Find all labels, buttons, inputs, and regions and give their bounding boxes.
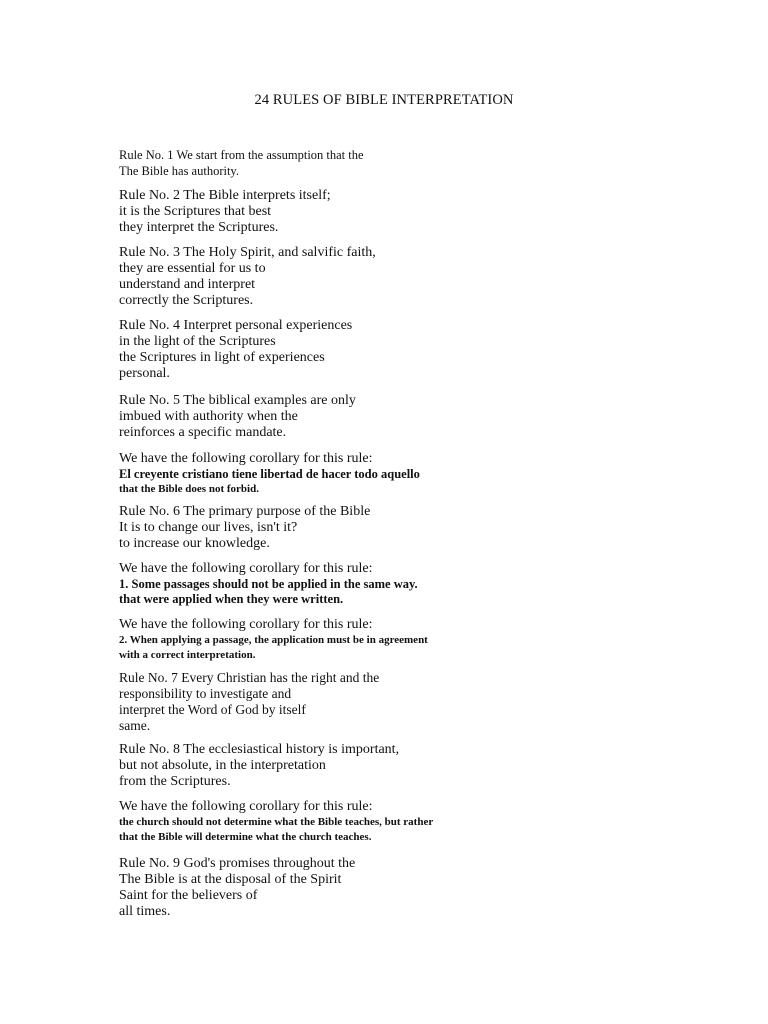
rule-line: The Bible is at the disposal of the Spirit — [119, 872, 342, 887]
rule-line: Rule No. 9 God's promises throughout the — [119, 856, 356, 871]
rule-8 — [119, 742, 399, 790]
rule-line: understand and interpret — [119, 277, 256, 292]
rule-line: Rule No. 1 We start from the assumption that the — [119, 148, 364, 162]
corollary-4 — [119, 799, 433, 844]
rule-line: Rule No. 8 The ecclesiastical history is important, — [119, 742, 400, 757]
corollary-intro: We have the following corollary for this rule: — [119, 617, 373, 632]
rule-line: reinforces a specific mandate. — [119, 425, 287, 440]
corollary-line: the church should not determine what the Bible teaches, but rather — [119, 816, 434, 828]
rule-7 — [119, 670, 379, 734]
rule-line: from the Scriptures. — [119, 774, 231, 789]
rule-2 — [119, 188, 331, 236]
corollary-3 — [119, 617, 428, 662]
rule-line: Rule No. 6 The primary purpose of the Bible — [119, 504, 371, 519]
rule-9 — [119, 856, 355, 920]
corollary-2 — [119, 561, 418, 607]
rule-5 — [119, 393, 356, 441]
corollary-line: 2. When applying a passage, the application must be in agreement — [119, 634, 428, 646]
rule-line: in the light of the Scriptures — [119, 334, 276, 349]
corollary-intro: We have the following corollary for this rule: — [119, 451, 373, 466]
rule-1 — [119, 148, 364, 179]
rule-line: the Scriptures in light of experiences — [119, 350, 325, 365]
corollary-line: that the Bible does not forbid. — [119, 483, 259, 495]
rule-line: Saint for the believers of — [119, 888, 258, 903]
rule-line: they interpret the Scriptures. — [119, 220, 279, 235]
rule-4 — [119, 318, 352, 382]
rule-line: all times. — [119, 904, 171, 919]
rule-line: correctly the Scriptures. — [119, 293, 254, 308]
rule-line: Rule No. 4 Interpret personal experiences — [119, 318, 353, 333]
rule-line: same. — [119, 718, 151, 733]
rule-line: they are essential for us to — [119, 261, 266, 276]
corollary-intro: We have the following corollary for this rule: — [119, 561, 373, 576]
rule-line: imbued with authority when the — [119, 409, 298, 424]
rule-line: it is the Scriptures that best — [119, 204, 272, 219]
rule-line: The Bible has authority. — [119, 163, 239, 178]
rule-line: but not absolute, in the interpretation — [119, 758, 326, 773]
corollary-intro: We have the following corollary for this rule: — [119, 799, 373, 814]
corollary-line: with a correct interpretation. — [119, 648, 256, 661]
document-title: 24 RULES OF BIBLE INTERPRETATION — [254, 92, 514, 108]
rule-line: to increase our knowledge. — [119, 536, 270, 551]
rule-3 — [119, 245, 376, 309]
rule-line: Rule No. 5 The biblical examples are only — [119, 393, 356, 408]
corollary-line: that the Bible will determine what the church teaches. — [119, 830, 372, 843]
rule-line: personal. — [119, 366, 170, 381]
rule-line: responsibility to investigate and — [119, 686, 292, 701]
rule-line: interpret the Word of God by itself — [119, 702, 306, 717]
corollary-line: El creyente cristiano tiene libertad de hacer todo aquello — [119, 467, 420, 481]
rule-line: Rule No. 7 Every Christian has the right and the — [119, 670, 380, 685]
rule-line: Rule No. 3 The Holy Spirit, and salvific faith, — [119, 245, 376, 260]
corollary-line: 1. Some passages should not be applied in the same way. — [119, 577, 418, 591]
rule-line: It is to change our lives, isn't it? — [119, 520, 298, 535]
corollary-1 — [119, 451, 420, 497]
rule-6 — [119, 504, 370, 552]
rule-line: Rule No. 2 The Bible interprets itself; — [119, 188, 331, 203]
corollary-line: that were applied when they were written. — [119, 592, 344, 606]
